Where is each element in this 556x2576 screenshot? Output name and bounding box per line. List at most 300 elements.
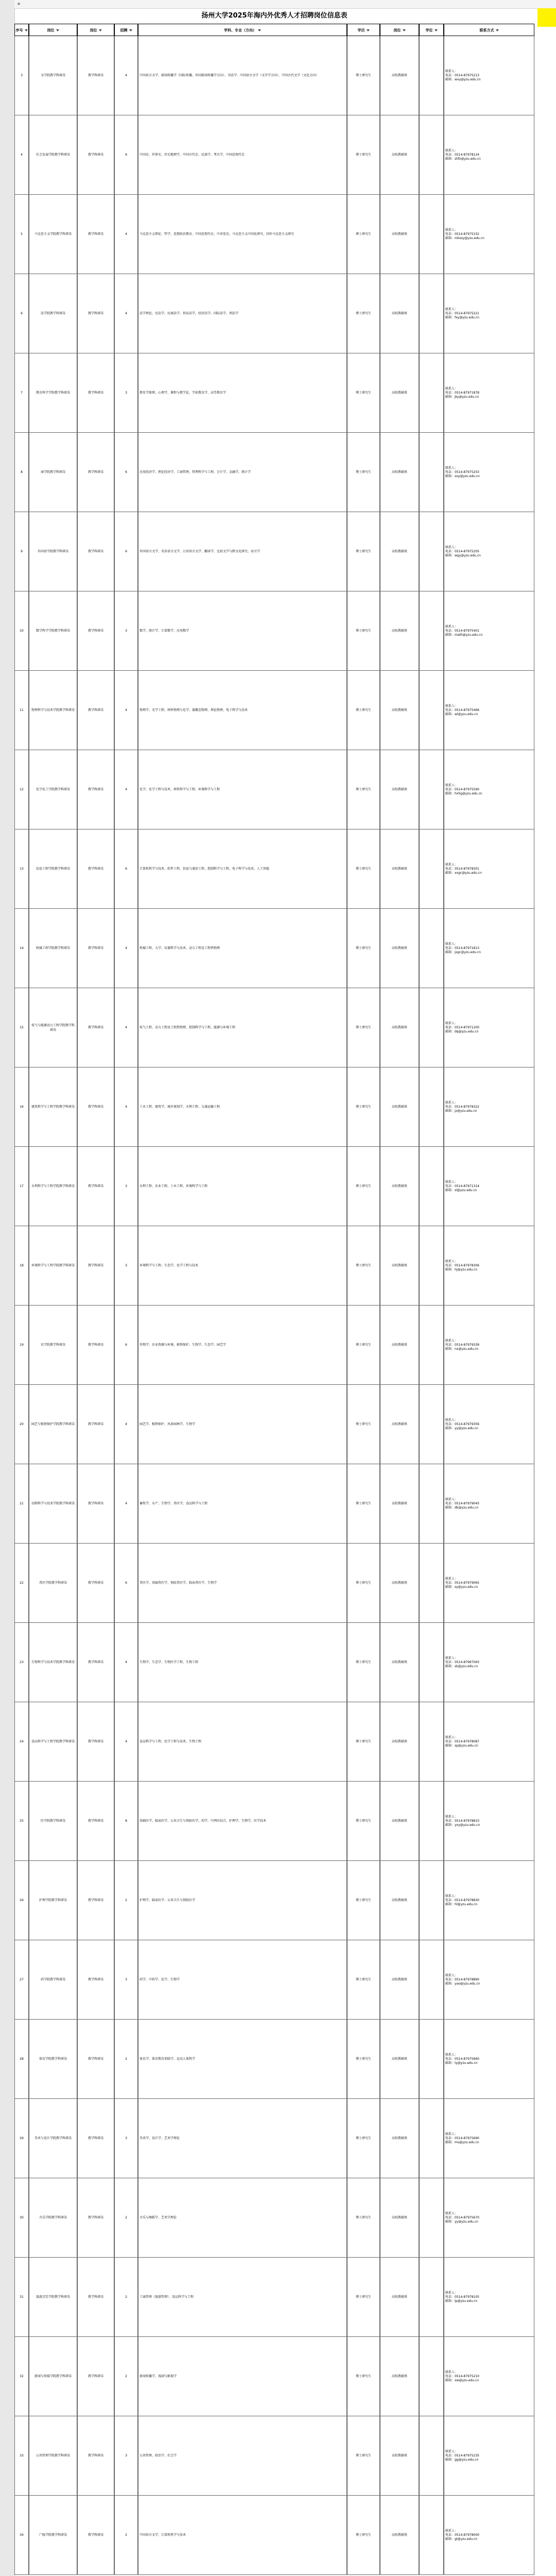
cell-count[interactable]: 6 (114, 433, 138, 512)
cell-major[interactable]: 土木工程、建筑学、城乡规划学、水利工程、交通运输工程 (138, 1067, 347, 1147)
cell-major[interactable]: 化学、化学工程与技术、材料科学与工程、环境科学与工程 (138, 750, 347, 829)
cell-no[interactable]: 19 (14, 1306, 29, 1385)
header-major[interactable]: 学科、专业（方向） (138, 24, 347, 36)
cell-contact[interactable] (444, 115, 534, 195)
cell-count[interactable]: 4 (114, 750, 138, 829)
cell-unit[interactable]: 音乐学院教学科研岗 (29, 2178, 77, 2258)
cell-major[interactable]: 新闻传播学、戏剧与影视学 (138, 2337, 347, 2416)
cell-contact[interactable] (444, 2020, 534, 2099)
cell-count[interactable]: 2 (114, 2337, 138, 2416)
cell-contact[interactable] (444, 909, 534, 988)
cell-no[interactable]: 22 (14, 1544, 29, 1623)
cell-contact[interactable] (444, 2178, 534, 2258)
cell-type[interactable]: 教学科研岗 (77, 2496, 114, 2575)
cell-contact[interactable] (444, 195, 534, 274)
cell-major[interactable]: 中国语言文学、计算机科学与技术 (138, 2496, 347, 2575)
cell-no[interactable]: 16 (14, 1067, 29, 1147)
header-degree[interactable]: 学历 (347, 24, 380, 36)
cell-count[interactable]: 2 (114, 2020, 138, 2099)
cell-post[interactable]: 高校教辅类 (380, 433, 419, 512)
cell-type[interactable]: 教学科研岗 (77, 353, 114, 433)
cell-unit[interactable]: 园艺与植物保护学院教学科研岗 (29, 1385, 77, 1464)
cell-bw[interactable] (419, 988, 444, 1067)
cell-type[interactable]: 教学科研岗 (77, 1544, 114, 1623)
cell-count[interactable]: 6 (114, 1306, 138, 1385)
cell-type[interactable]: 教学科研岗 (77, 433, 114, 512)
cell-major[interactable]: 园艺学、植物保护、风景园林学、生物学 (138, 1385, 347, 1464)
highlighted-cell[interactable] (537, 8, 556, 27)
cell-unit[interactable]: 农学院教学科研岗 (29, 1306, 77, 1385)
cell-contact[interactable] (444, 2416, 534, 2496)
cell-unit[interactable]: 文学院教学科研岗 (29, 36, 77, 115)
cell-degree[interactable]: 博士研究生 (347, 1702, 380, 1782)
header-count[interactable]: 招聘 (114, 24, 138, 36)
cell-count[interactable]: 3 (114, 353, 138, 433)
cell-no[interactable]: 15 (14, 988, 29, 1067)
cell-major[interactable]: 畜牧学、水产、生物学、兽医学、食品科学与工程 (138, 1464, 347, 1544)
cell-type[interactable]: 教学科研岗 (77, 2258, 114, 2337)
cell-unit[interactable]: 新闻与传媒学院教学科研岗 (29, 2337, 77, 2416)
cell-major[interactable]: 教育学原理、心理学、课程与教学论、学前教育学、高等教育学 (138, 353, 347, 433)
cell-major[interactable]: 应用经济学、理论经济学、工商管理、管理科学与工程、会计学、金融学、统计学 (138, 433, 347, 512)
cell-no[interactable]: 30 (14, 2178, 29, 2258)
cell-major[interactable]: 作物学、农业资源与环境、植物保护、生物学、生态学、园艺学 (138, 1306, 347, 1385)
cell-count[interactable]: 3 (114, 2099, 138, 2178)
cell-type[interactable]: 教学科研岗 (77, 1623, 114, 1702)
cell-count[interactable]: 2 (114, 1861, 138, 1940)
cell-count[interactable]: 4 (114, 1067, 138, 1147)
cell-bw[interactable] (419, 1385, 444, 1464)
cell-major[interactable]: 中国语言文学、新闻传播学（国际传播、外国新闻传播学方向）、书法学、中国语言文学（文字学方向）、中国古代文学（文化方向） (138, 36, 347, 115)
cell-count[interactable]: 4 (114, 195, 138, 274)
cell-bw[interactable] (419, 1464, 444, 1544)
cell-count[interactable]: 6 (114, 512, 138, 591)
cell-type[interactable]: 教学科研岗 (77, 2416, 114, 2496)
cell-post[interactable]: 高校教辅类 (380, 909, 419, 988)
cell-degree[interactable]: 博士研究生 (347, 2099, 380, 2178)
cell-post[interactable]: 高校教辅类 (380, 1940, 419, 2020)
cell-major[interactable]: 外国语言文学、英语语言文学、日语语言文学、翻译学、比较文学与跨文化研究、语言学 (138, 512, 347, 591)
cell-post[interactable]: 高校教辅类 (380, 750, 419, 829)
cell-bw[interactable] (419, 115, 444, 195)
cell-degree[interactable]: 博士研究生 (347, 115, 380, 195)
cell-type[interactable]: 教学科研岗 (77, 512, 114, 591)
cell-unit[interactable]: 社会发展学院教学科研岗 (29, 115, 77, 195)
cell-type[interactable]: 教学科研岗 (77, 1861, 114, 1940)
cell-unit[interactable]: 广陵学院教学科研岗 (29, 2496, 77, 2575)
header-bw[interactable]: 学位 (419, 24, 444, 36)
cell-post[interactable]: 高校教辅类 (380, 1861, 419, 1940)
cell-no[interactable]: 28 (14, 2020, 29, 2099)
filter-arrow-icon[interactable] (258, 29, 261, 31)
cell-no[interactable]: 10 (14, 591, 29, 671)
cell-bw[interactable] (419, 2258, 444, 2337)
cell-bw[interactable] (419, 2337, 444, 2416)
cell-unit[interactable]: 兽医学院教学科研岗 (29, 1544, 77, 1623)
cell-type[interactable]: 教学科研岗 (77, 2099, 114, 2178)
cell-unit[interactable]: 动物科学与技术学院教学科研岗 (29, 1464, 77, 1544)
cell-type[interactable]: 教学科研岗 (77, 829, 114, 909)
cell-unit[interactable]: 信息工程学院教学科研岗 (29, 829, 77, 909)
cell-post[interactable]: 高校教辅类 (380, 1385, 419, 1464)
cell-degree[interactable]: 博士研究生 (347, 1306, 380, 1385)
cell-bw[interactable] (419, 591, 444, 671)
cell-bw[interactable] (419, 1623, 444, 1702)
cell-count[interactable]: 4 (114, 1702, 138, 1782)
cell-unit[interactable]: 食品科学与工程学院教学科研岗 (29, 1702, 77, 1782)
filter-arrow-icon[interactable] (129, 29, 132, 31)
cell-unit[interactable]: 物理科学与技术学院教学科研岗 (29, 671, 77, 750)
cell-type[interactable]: 教学科研岗 (77, 1226, 114, 1306)
cell-post[interactable]: 高校教辅类 (380, 591, 419, 671)
cell-no[interactable]: 31 (14, 2258, 29, 2337)
cell-contact[interactable] (444, 1306, 534, 1385)
cell-bw[interactable] (419, 829, 444, 909)
cell-contact[interactable] (444, 2337, 534, 2416)
cell-degree[interactable]: 博士研究生 (347, 1861, 380, 1940)
cell-unit[interactable]: 医学院教学科研岗 (29, 1782, 77, 1861)
cell-no[interactable]: 17 (14, 1147, 29, 1226)
cell-no[interactable]: 9 (14, 512, 29, 591)
cell-unit[interactable]: 生物科学与技术学院教学科研岗 (29, 1623, 77, 1702)
cell-post[interactable]: 高校教辅类 (380, 1782, 419, 1861)
cell-type[interactable]: 教学科研岗 (77, 2337, 114, 2416)
cell-major[interactable]: 计算机科学与技术、软件工程、信息与通信工程、控制科学与工程、电子科学与技术、人工智能 (138, 829, 347, 909)
cell-no[interactable]: 6 (14, 274, 29, 353)
cell-post[interactable]: 高校教辅类 (380, 115, 419, 195)
cell-degree[interactable]: 博士研究生 (347, 591, 380, 671)
cell-degree[interactable]: 博士研究生 (347, 512, 380, 591)
cell-contact[interactable] (444, 353, 534, 433)
cell-type[interactable]: 教学科研岗 (77, 1702, 114, 1782)
cell-degree[interactable]: 博士研究生 (347, 2337, 380, 2416)
cell-type[interactable]: 教学科研岗 (77, 988, 114, 1067)
cell-no[interactable]: 13 (14, 829, 29, 909)
cell-major[interactable]: 美术学、设计学、艺术学理论 (138, 2099, 347, 2178)
cell-no[interactable]: 11 (14, 671, 29, 750)
header-no[interactable]: 序号 (14, 24, 29, 36)
cell-bw[interactable] (419, 195, 444, 274)
cell-degree[interactable]: 博士研究生 (347, 1226, 380, 1306)
cell-degree[interactable]: 博士研究生 (347, 1623, 380, 1702)
cell-type[interactable]: 教学科研岗 (77, 1464, 114, 1544)
cell-degree[interactable]: 博士研究生 (347, 750, 380, 829)
cell-major[interactable]: 护理学、临床医学、公共卫生与预防医学 (138, 1861, 347, 1940)
cell-unit[interactable]: 马克思主义学院教学科研岗 (29, 195, 77, 274)
cell-post[interactable]: 高校教辅类 (380, 2020, 419, 2099)
cell-contact[interactable] (444, 36, 534, 115)
cell-type[interactable]: 教学科研岗 (77, 1067, 114, 1147)
cell-major[interactable]: 药学、中药学、化学、生物学 (138, 1940, 347, 2020)
cell-contact[interactable] (444, 1861, 534, 1940)
cell-degree[interactable]: 博士研究生 (347, 2496, 380, 2575)
cell-unit[interactable]: 药学院教学科研岗 (29, 1940, 77, 2020)
cell-unit[interactable]: 电气与能源动力工程学院教学科研岗 (29, 988, 77, 1067)
cell-no[interactable]: 29 (14, 2099, 29, 2178)
cell-bw[interactable] (419, 909, 444, 988)
cell-degree[interactable]: 博士研究生 (347, 274, 380, 353)
cell-contact[interactable] (444, 433, 534, 512)
cell-bw[interactable] (419, 2178, 444, 2258)
cell-unit[interactable]: 体育学院教学科研岗 (29, 2020, 77, 2099)
cell-count[interactable]: 3 (114, 1940, 138, 2020)
header-unit[interactable]: 岗位 (29, 24, 77, 36)
cell-type[interactable]: 教学科研岗 (77, 115, 114, 195)
cell-degree[interactable]: 博士研究生 (347, 1940, 380, 2020)
cell-count[interactable]: 4 (114, 988, 138, 1067)
cell-post[interactable]: 高校教辅类 (380, 1464, 419, 1544)
cell-bw[interactable] (419, 433, 444, 512)
cell-contact[interactable] (444, 512, 534, 591)
cell-type[interactable]: 教学科研岗 (77, 909, 114, 988)
cell-post[interactable]: 高校教辅类 (380, 2416, 419, 2496)
cell-degree[interactable]: 博士研究生 (347, 36, 380, 115)
cell-unit[interactable]: 旅游烹饪学院教学科研岗 (29, 2258, 77, 2337)
cell-major[interactable]: 物理学、光学工程、材料物理与化学、凝聚态物理、理论物理、电子科学与技术 (138, 671, 347, 750)
cell-contact[interactable] (444, 274, 534, 353)
cell-major[interactable]: 中国史、世界史、历史地理学、中国古代史、民族学、考古学、中国近现代史 (138, 115, 347, 195)
filter-arrow-icon[interactable] (496, 29, 499, 31)
cell-type[interactable]: 教学科研岗 (77, 1385, 114, 1464)
cell-bw[interactable] (419, 2416, 444, 2496)
header-contact[interactable]: 联系方式 (444, 24, 534, 36)
cell-degree[interactable]: 博士研究生 (347, 2258, 380, 2337)
cell-degree[interactable]: 博士研究生 (347, 2020, 380, 2099)
cell-degree[interactable]: 博士研究生 (347, 1544, 380, 1623)
cell-unit[interactable]: 护理学院教学科研岗 (29, 1861, 77, 1940)
cell-degree[interactable]: 博士研究生 (347, 1464, 380, 1544)
cell-unit[interactable]: 美术与设计学院教学科研岗 (29, 2099, 77, 2178)
cell-no[interactable]: 34 (14, 2496, 29, 2575)
cell-no[interactable]: 25 (14, 1782, 29, 1861)
cell-bw[interactable] (419, 750, 444, 829)
cell-unit[interactable]: 环境科学与工程学院教学科研岗 (29, 1226, 77, 1306)
cell-unit[interactable]: 建筑科学与工程学院教学科研岗 (29, 1067, 77, 1147)
cell-count[interactable]: 4 (114, 671, 138, 750)
cell-post[interactable]: 高校教辅类 (380, 671, 419, 750)
cell-no[interactable]: 4 (14, 115, 29, 195)
cell-no[interactable]: 33 (14, 2416, 29, 2496)
cell-contact[interactable] (444, 2258, 534, 2337)
header-post[interactable]: 岗位 (380, 24, 419, 36)
cell-no[interactable]: 8 (14, 433, 29, 512)
filter-arrow-icon[interactable] (367, 29, 370, 31)
cell-degree[interactable]: 博士研究生 (347, 433, 380, 512)
cell-post[interactable]: 高校教辅类 (380, 2496, 419, 2575)
cell-no[interactable]: 24 (14, 1702, 29, 1782)
cell-no[interactable]: 18 (14, 1226, 29, 1306)
cell-type[interactable]: 教学科研岗 (77, 274, 114, 353)
cell-degree[interactable]: 博士研究生 (347, 195, 380, 274)
cell-major[interactable]: 工商管理（旅游管理）、食品科学与工程 (138, 2258, 347, 2337)
cell-contact[interactable] (444, 988, 534, 1067)
cell-bw[interactable] (419, 1702, 444, 1782)
cell-degree[interactable]: 博士研究生 (347, 1067, 380, 1147)
cell-bw[interactable] (419, 2496, 444, 2575)
cell-post[interactable]: 高校教辅类 (380, 1067, 419, 1147)
cell-degree[interactable]: 博士研究生 (347, 1782, 380, 1861)
cell-unit[interactable]: 法学院教学科研岗 (29, 274, 77, 353)
cell-post[interactable]: 高校教辅类 (380, 2258, 419, 2337)
cell-post[interactable]: 高校教辅类 (380, 2337, 419, 2416)
cell-bw[interactable] (419, 1147, 444, 1226)
cell-bw[interactable] (419, 274, 444, 353)
cell-contact[interactable] (444, 750, 534, 829)
cell-degree[interactable]: 博士研究生 (347, 988, 380, 1067)
cell-major[interactable]: 基础医学、临床医学、公共卫生与预防医学、药学、中西医结合、护理学、生物学、医学技术 (138, 1782, 347, 1861)
cell-major[interactable]: 体育学、体育教育训练学、运动人体科学 (138, 2020, 347, 2099)
cell-bw[interactable] (419, 1861, 444, 1940)
cell-unit[interactable]: 化学化工学院教学科研岗 (29, 750, 77, 829)
cell-type[interactable]: 教学科研岗 (77, 1782, 114, 1861)
cell-type[interactable]: 教学科研岗 (77, 195, 114, 274)
cell-post[interactable]: 高校教辅类 (380, 829, 419, 909)
cell-contact[interactable] (444, 2099, 534, 2178)
header-type[interactable]: 岗位 (77, 24, 114, 36)
cell-degree[interactable]: 博士研究生 (347, 1147, 380, 1226)
cell-major[interactable]: 电气工程、动力工程及工程热物理、控制科学与工程、能源与环境工程 (138, 988, 347, 1067)
cell-count[interactable]: 4 (114, 909, 138, 988)
cell-bw[interactable] (419, 1067, 444, 1147)
cell-unit[interactable]: 商学院教学科研岗 (29, 433, 77, 512)
filter-arrow-icon[interactable] (99, 29, 102, 31)
cell-type[interactable]: 教学科研岗 (77, 36, 114, 115)
cell-post[interactable]: 高校教辅类 (380, 353, 419, 433)
cell-count[interactable]: 6 (114, 1544, 138, 1623)
cell-major[interactable]: 兽医学、基础兽医学、预防兽医学、临床兽医学、生物学 (138, 1544, 347, 1623)
cell-contact[interactable] (444, 1464, 534, 1544)
cell-count[interactable]: 4 (114, 1623, 138, 1702)
cell-major[interactable]: 马克思主义理论、哲学、思想政治教育、中国近现代史、中共党史、马克思主义中国化研究、国外马克思主义研究 (138, 195, 347, 274)
cell-count[interactable]: 2 (114, 2496, 138, 2575)
cell-bw[interactable] (419, 512, 444, 591)
cell-count[interactable]: 3 (114, 591, 138, 671)
filter-arrow-icon[interactable] (435, 29, 438, 31)
cell-post[interactable]: 高校教辅类 (380, 1147, 419, 1226)
cell-unit[interactable]: 公共管理学院教学科研岗 (29, 2416, 77, 2496)
cell-degree[interactable]: 博士研究生 (347, 1385, 380, 1464)
cell-bw[interactable] (419, 2099, 444, 2178)
cell-post[interactable]: 高校教辅类 (380, 36, 419, 115)
filter-arrow-icon[interactable] (25, 29, 28, 31)
cell-no[interactable]: 5 (14, 195, 29, 274)
cell-post[interactable]: 高校教辅类 (380, 1544, 419, 1623)
cell-contact[interactable] (444, 1782, 534, 1861)
cell-post[interactable]: 高校教辅类 (380, 195, 419, 274)
cell-contact[interactable] (444, 1067, 534, 1147)
cell-major[interactable]: 数学、统计学、计算数学、应用数学 (138, 591, 347, 671)
cell-type[interactable]: 教学科研岗 (77, 1940, 114, 2020)
cell-contact[interactable] (444, 1940, 534, 2020)
cell-post[interactable]: 高校教辅类 (380, 1702, 419, 1782)
cell-no[interactable]: 14 (14, 909, 29, 988)
cell-post[interactable]: 高校教辅类 (380, 274, 419, 353)
cell-unit[interactable]: 外国语学院教学科研岗 (29, 512, 77, 591)
cell-no[interactable]: 20 (14, 1385, 29, 1464)
cell-no[interactable]: 32 (14, 2337, 29, 2416)
cell-type[interactable]: 教学科研岗 (77, 1147, 114, 1226)
cell-degree[interactable]: 博士研究生 (347, 829, 380, 909)
cell-major[interactable]: 水利工程、农业工程、土木工程、环境科学与工程 (138, 1147, 347, 1226)
cell-count[interactable]: 6 (114, 115, 138, 195)
cell-bw[interactable] (419, 1940, 444, 2020)
cell-degree[interactable]: 博士研究生 (347, 353, 380, 433)
cell-no[interactable]: 12 (14, 750, 29, 829)
cell-bw[interactable] (419, 671, 444, 750)
cell-major[interactable]: 法学理论、宪法学、民商法学、诉讼法学、经济法学、国际法学、刑法学 (138, 274, 347, 353)
cell-type[interactable]: 教学科研岗 (77, 750, 114, 829)
cell-post[interactable]: 高校教辅类 (380, 1226, 419, 1306)
cell-no[interactable]: 21 (14, 1464, 29, 1544)
cell-post[interactable]: 高校教辅类 (380, 1306, 419, 1385)
cell-count[interactable]: 4 (114, 1464, 138, 1544)
cell-major[interactable]: 公共管理、政治学、社会学 (138, 2416, 347, 2496)
cell-major[interactable]: 机械工程、力学、仪器科学与技术、动力工程及工程热物理 (138, 909, 347, 988)
cell-degree[interactable]: 博士研究生 (347, 2178, 380, 2258)
filter-arrow-icon[interactable] (56, 29, 59, 31)
cell-unit[interactable]: 水利科学与工程学院教学科研岗 (29, 1147, 77, 1226)
cell-major[interactable]: 生物学、生态学、生物医学工程、生物工程 (138, 1623, 347, 1702)
cell-degree[interactable]: 博士研究生 (347, 671, 380, 750)
cell-major[interactable]: 食品科学与工程、化学工程与技术、生物工程 (138, 1702, 347, 1782)
cell-count[interactable]: 3 (114, 2416, 138, 2496)
cell-contact[interactable] (444, 1226, 534, 1306)
cell-type[interactable]: 教学科研岗 (77, 591, 114, 671)
cell-contact[interactable] (444, 1623, 534, 1702)
cell-count[interactable]: 4 (114, 1385, 138, 1464)
cell-type[interactable]: 教学科研岗 (77, 2020, 114, 2099)
cell-unit[interactable]: 机械工程学院教学科研岗 (29, 909, 77, 988)
cell-contact[interactable] (444, 829, 534, 909)
cell-bw[interactable] (419, 36, 444, 115)
cell-count[interactable]: 3 (114, 1226, 138, 1306)
cell-bw[interactable] (419, 1544, 444, 1623)
cell-contact[interactable] (444, 671, 534, 750)
cell-post[interactable]: 高校教辅类 (380, 2178, 419, 2258)
cell-contact[interactable] (444, 1147, 534, 1226)
cell-count[interactable]: 2 (114, 2178, 138, 2258)
cell-count[interactable]: 8 (114, 1782, 138, 1861)
cell-no[interactable]: 3 (14, 36, 29, 115)
cell-no[interactable]: 27 (14, 1940, 29, 2020)
cell-post[interactable]: 高校教辅类 (380, 1623, 419, 1702)
cell-type[interactable]: 教学科研岗 (77, 1306, 114, 1385)
cell-post[interactable]: 高校教辅类 (380, 512, 419, 591)
cell-contact[interactable] (444, 2496, 534, 2575)
cell-contact[interactable] (444, 1385, 534, 1464)
cell-no[interactable]: 26 (14, 1861, 29, 1940)
cell-count[interactable]: 4 (114, 274, 138, 353)
cell-post[interactable]: 高校教辅类 (380, 988, 419, 1067)
cell-bw[interactable] (419, 2020, 444, 2099)
cell-contact[interactable] (444, 591, 534, 671)
cell-unit[interactable]: 教育科学学院教学科研岗 (29, 353, 77, 433)
cell-type[interactable]: 教学科研岗 (77, 2178, 114, 2258)
cell-no[interactable]: 23 (14, 1623, 29, 1702)
cell-bw[interactable] (419, 353, 444, 433)
cell-bw[interactable] (419, 1226, 444, 1306)
cell-post[interactable]: 高校教辅类 (380, 2099, 419, 2178)
cell-major[interactable]: 音乐与舞蹈学、艺术学理论 (138, 2178, 347, 2258)
cell-degree[interactable]: 博士研究生 (347, 909, 380, 988)
cell-bw[interactable] (419, 1782, 444, 1861)
cell-type[interactable]: 教学科研岗 (77, 671, 114, 750)
cell-bw[interactable] (419, 1306, 444, 1385)
cell-count[interactable]: 4 (114, 36, 138, 115)
cell-count[interactable]: 2 (114, 2258, 138, 2337)
cell-major[interactable]: 环境科学与工程、生态学、化学工程与技术 (138, 1226, 347, 1306)
cell-count[interactable]: 3 (114, 1147, 138, 1226)
